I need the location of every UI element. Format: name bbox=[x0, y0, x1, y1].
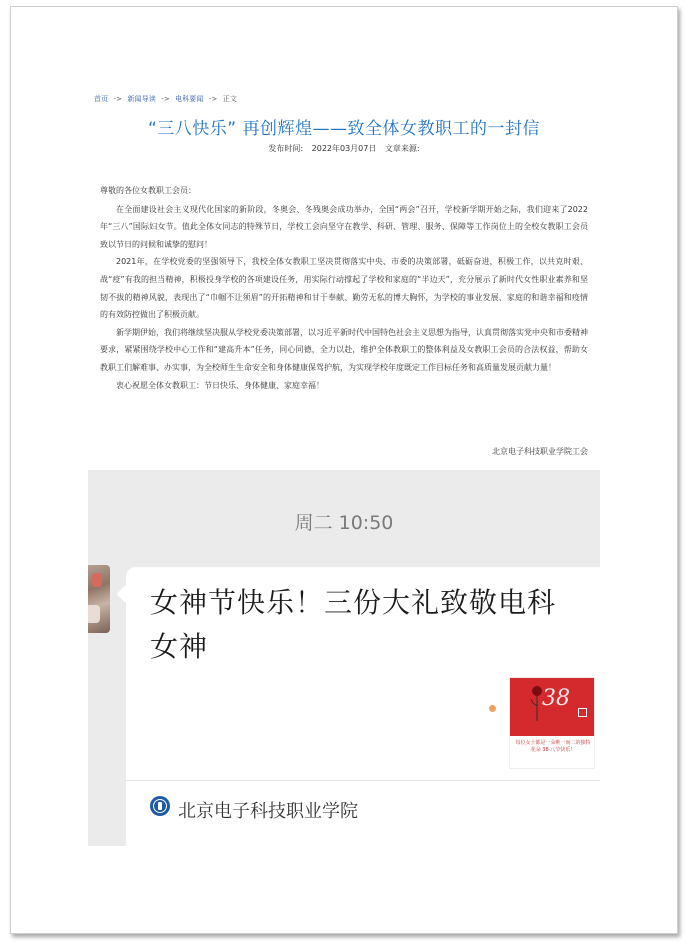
breadcrumb-current: 正文 bbox=[222, 95, 237, 103]
article-paragraph: 衷心祝愿全体女教职工：节日快乐、身体健康、家庭幸福！ bbox=[116, 380, 324, 390]
article-paragraph: 在全面建设社会主义现代化国家的新阶段，冬奥会、冬残奥会成功举办，全国“两会”召开，学校新学期开始之际，我们迎来了2022年“三八”国际妇女节。值此全体女同志的特殊节日，学校工会向坚守在教学、科研、管理、服务、保障等工作岗位上的全校女教职工会员致以节日的问候和诚挚的慰问！ bbox=[100, 204, 588, 249]
article-greeting: 尊敬的各位女教职工会员： bbox=[100, 186, 196, 195]
logo-mark bbox=[158, 802, 162, 810]
gift-icon bbox=[578, 708, 587, 717]
breadcrumb-separator: -> bbox=[208, 95, 218, 103]
article-paragraph: 2021年，在学校党委的坚强领导下，我校全体女教职工坚决贯彻落实中央、市委的决策部署，砥砺奋进，积极工作，以共克时艰、战“疫”有我的担当精神，积极投身学校的各项建设任务，用实际行动撑起了学校和家庭的“半边天”，充分展示了新时代女性职业素养和坚韧不拔的精神风貌，表现出了“巾帼不让须眉”的开拓精神和甘于奉献、勤劳无私的博大胸怀，为学校的事业发展、家庭的和谐幸福和疫情的有效防控做出了积极贡献。 bbox=[100, 257, 588, 320]
avatar-detail bbox=[92, 573, 102, 587]
publish-date: 2022年03月07日 bbox=[311, 144, 377, 153]
breadcrumb bbox=[94, 94, 237, 104]
sender-avatar[interactable] bbox=[88, 565, 110, 633]
publish-label: 发布时间: bbox=[268, 144, 304, 153]
card-divider bbox=[126, 780, 600, 781]
card-title: 女神节快乐！三份大礼致敬电科女神 bbox=[150, 586, 557, 663]
breadcrumb-home-link[interactable]: 首页 bbox=[94, 95, 109, 103]
card-source-name[interactable]: 北京电子科技职业学院 bbox=[178, 801, 358, 822]
article-paragraph: 新学期伊始，我们将继续坚决服从学校党委决策部署，以习近平新时代中国特色社会主义思想为指导，认真贯彻落实党中央和市委精神要求，紧紧围绕学校中心工作和“建高升本”任务，同心同德，全力以赴，维护全体教职工的整体利益及女教职工会员的合法权益，帮助女教职工们解难事、办实事，为全校师生生命安全和身体健康保驾护航，为实现学校年度既定工作目标任务和高质量发展贡献力量！ bbox=[100, 327, 588, 372]
chat-screenshot bbox=[88, 470, 600, 846]
thumbnail-number: 38 bbox=[542, 686, 570, 711]
breadcrumb-section-link[interactable]: 新闻导读 bbox=[127, 95, 156, 103]
article-screenshot bbox=[88, 88, 600, 468]
unread-dot bbox=[489, 705, 496, 712]
breadcrumb-subsection-link[interactable]: 电科要闻 bbox=[175, 95, 204, 103]
article-meta bbox=[88, 143, 600, 154]
article-signature: 北京电子科技职业学院工会 bbox=[492, 447, 588, 456]
thumbnail-caption: 每位女士都是一朵唯一而二的独特花朵 38·八节快乐！ bbox=[515, 740, 591, 753]
article-title: “三八快乐” 再创辉煌——致全体女教职工的一封信 bbox=[147, 119, 541, 139]
article-body bbox=[100, 182, 588, 394]
source-label: 文章来源: bbox=[384, 144, 420, 153]
breadcrumb-separator: -> bbox=[113, 95, 123, 103]
chat-timestamp: 周二 10:50 bbox=[294, 512, 394, 534]
breadcrumb-separator: -> bbox=[161, 95, 170, 103]
card-thumbnail bbox=[509, 677, 595, 769]
college-logo-icon bbox=[150, 796, 170, 816]
avatar-detail bbox=[88, 605, 100, 623]
